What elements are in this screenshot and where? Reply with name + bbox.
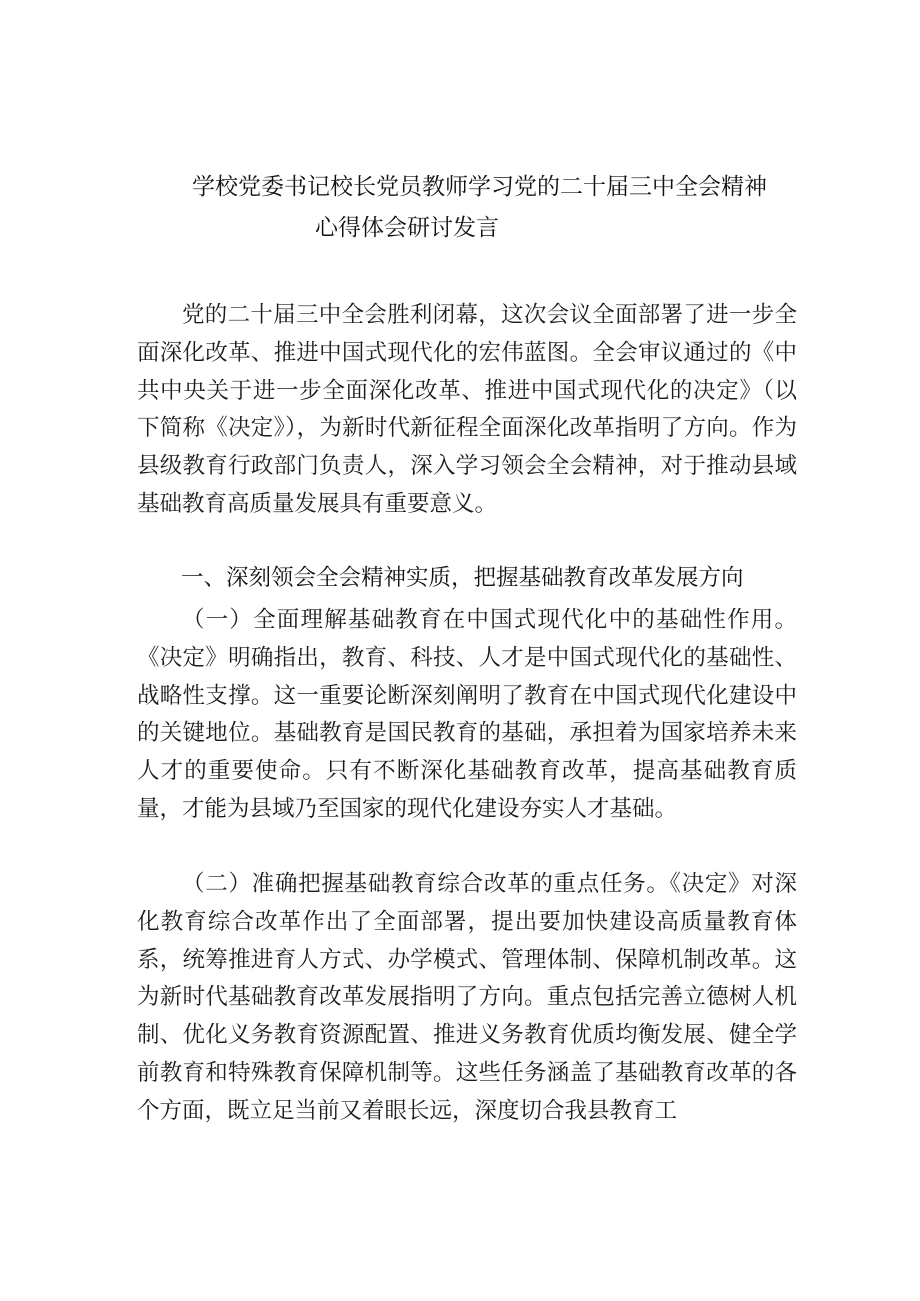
document-title-line-2: 心得体会研讨发言	[315, 215, 499, 241]
intro-paragraph: 党的二十届三中全会胜利闭幕，这次会议全面部署了进一步全面深化改革、推进中国式现代化的宏伟蓝图。全会审议通过的《中共中央关于进一步全面深化改革、推进中国式现代化的决定》（以下简称《决定》），为新时代新征程全面深化改革指明了方向。作为县级教育行政部门负责人，深入学习领会全会精神，对于推动县域基础教育高质量发展具有重要意义。	[137, 302, 797, 517]
paragraph-1-2: （二）准确把握基础教育综合改革的重点任务。《决定》对深化教育综合改革作出了全面部署，提出要加快建设高质量教育体系，统筹推进育人方式、办学模式、管理体制、保障机制改革。这为新时代基础教育改革发展指明了方向。重点包括完善立德树人机制、优化义务教育资源配置、推进义务教育优质均衡发展、健全学前教育和特殊教育保障机制等。这些任务涵盖了基础教育改革的各个方面，既立足当前又着眼长远，深度切合我县教育工	[137, 871, 797, 1124]
paragraph-1-1: （一）全面理解基础教育在中国式现代化中的基础性作用。《决定》明确指出，教育、科技、人才是中国式现代化的基础性、战略性支撑。这一重要论断深刻阐明了教育在中国式现代化建设中的关键地位。基础教育是国民教育的基础，承担着为国家培养未来人才的重要使命。只有不断深化基础教育改革，提高基础教育质量，才能为县域乃至国家的现代化建设夯实人才基础。	[137, 607, 797, 822]
document-title-line-1: 学校党委书记校长党员教师学习党的二十届三中全会精神	[192, 174, 767, 200]
section-heading-1: 一、深刻领会全会精神实质，把握基础教育改革发展方向	[181, 565, 744, 591]
